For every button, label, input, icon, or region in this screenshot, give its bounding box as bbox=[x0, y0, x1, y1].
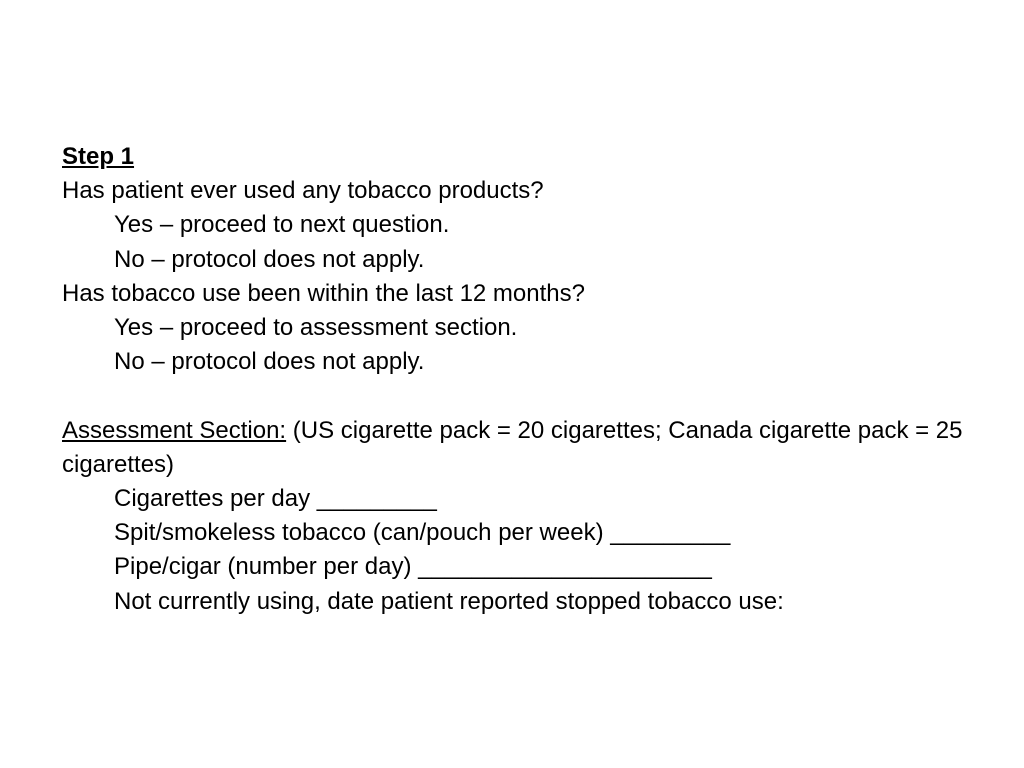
cigarette-pack-note: (US cigarette pack = 20 cigarettes; Canada cigarette pack = 25 cigarettes) bbox=[62, 416, 963, 478]
pipe-cigar-field: Pipe/cigar (number per day) ______________________ bbox=[114, 553, 712, 581]
protocol-slide bbox=[62, 140, 1002, 619]
not-currently-using-field: Not currently using, date patient reported stopped tobacco use: bbox=[114, 587, 784, 615]
answer-ever-used-yes: Yes – proceed to next question. bbox=[114, 211, 450, 239]
assessment-section-label: Assessment Section: bbox=[62, 416, 287, 444]
spacer bbox=[62, 379, 1002, 413]
step-1-heading: Step 1 bbox=[62, 143, 135, 170]
question-last-12-months: Has tobacco use been within the last 12 months? bbox=[62, 279, 585, 307]
answer-last-12-months-no: No – protocol does not apply. bbox=[114, 348, 425, 376]
assessment-section-intro bbox=[62, 414, 1002, 482]
answer-last-12-months-yes: Yes – proceed to assessment section. bbox=[114, 314, 518, 342]
question-ever-used: Has patient ever used any tobacco products? bbox=[62, 177, 544, 205]
spit-smokeless-field: Spit/smokeless tobacco (can/pouch per week) _________ bbox=[114, 519, 731, 547]
cigarettes-per-day-field: Cigarettes per day _________ bbox=[114, 485, 437, 513]
answer-ever-used-no: No – protocol does not apply. bbox=[114, 245, 425, 273]
